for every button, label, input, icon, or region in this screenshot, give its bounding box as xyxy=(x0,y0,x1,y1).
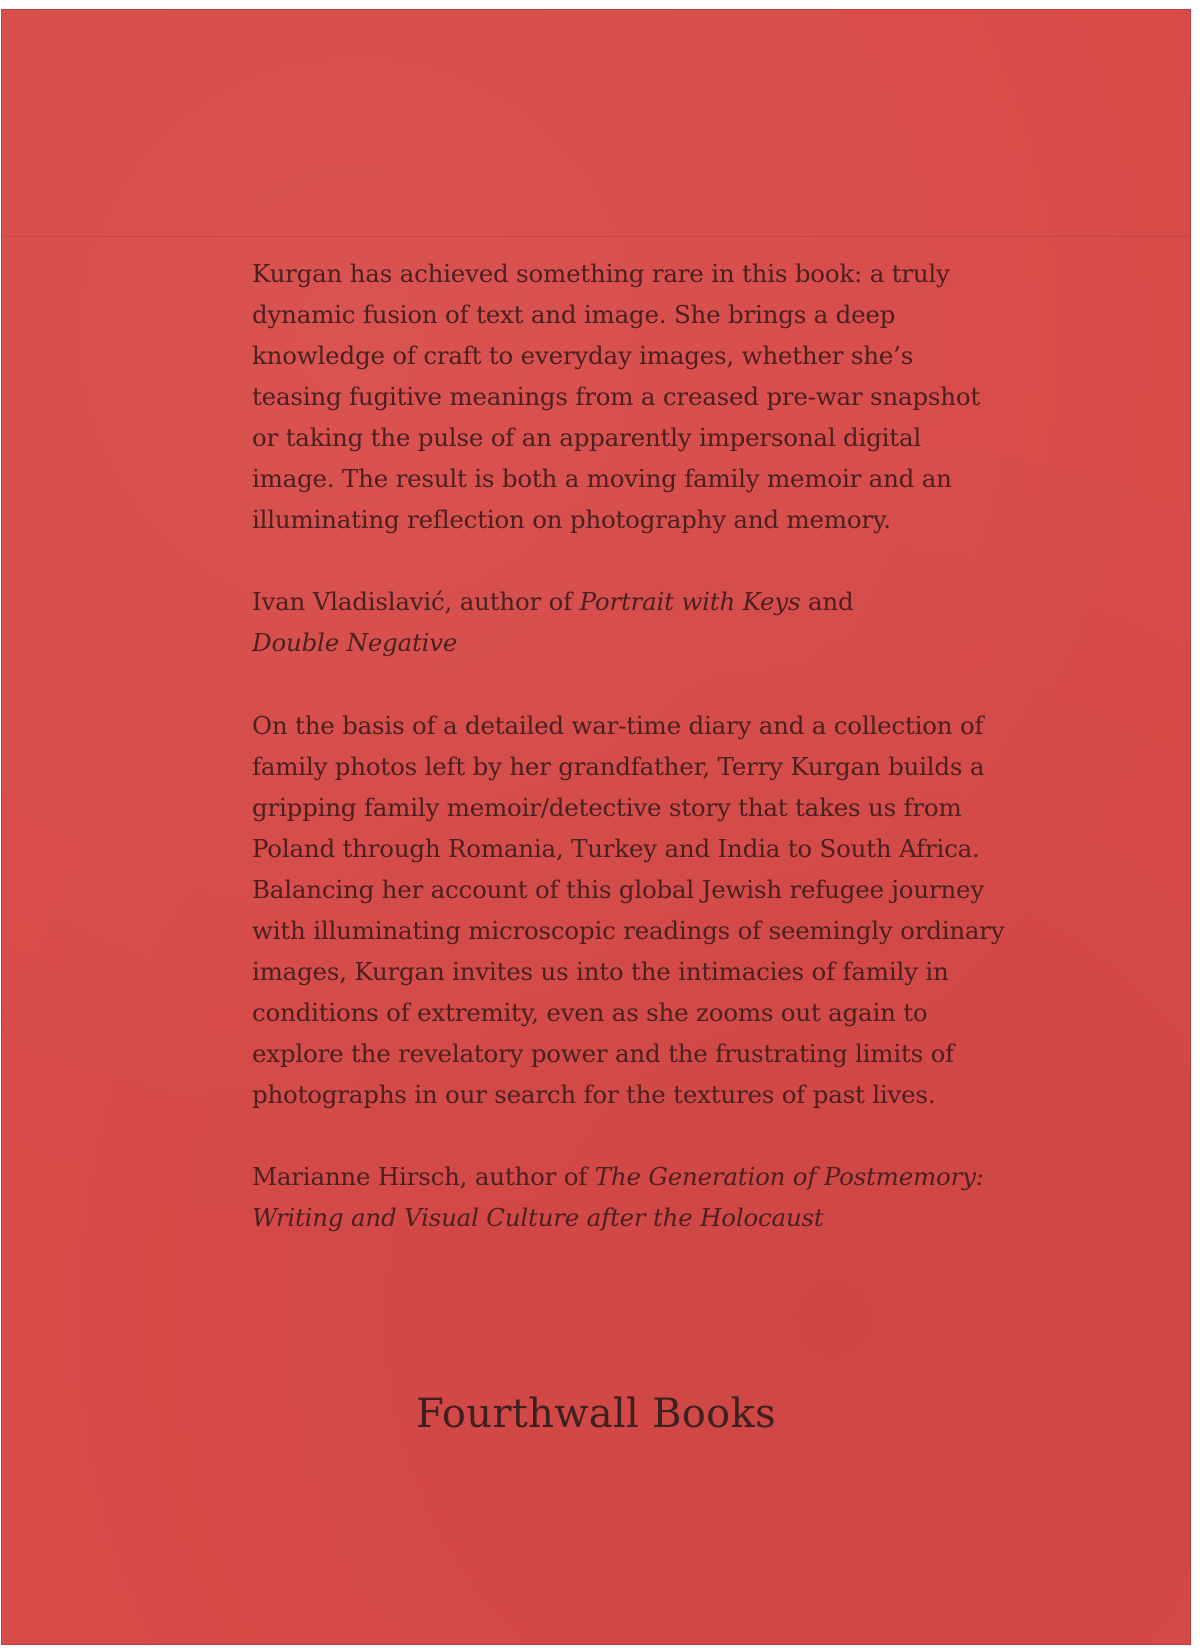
endorsement-quote-2 xyxy=(252,705,1005,1115)
quote-line: family photos left by her grandfather, Terry Kurgan builds a xyxy=(252,752,985,781)
author-name: Marianne Hirsch, author of xyxy=(252,1162,595,1191)
quote-line: Balancing her account of this global Jewish refugee journey xyxy=(252,875,984,904)
quote-line: conditions of extremity, even as she zooms out again to xyxy=(252,998,928,1027)
quote-line: Poland through Romania, Turkey and India to South Africa. xyxy=(252,834,980,863)
book-title: Double Negative xyxy=(252,628,458,657)
quote-line: photographs in our search for the textures of past lives. xyxy=(252,1080,936,1109)
quote-line: On the basis of a detailed war-time diary and a collection of xyxy=(252,711,984,740)
endorsement-quote-1 xyxy=(252,253,981,540)
quote-line: knowledge of craft to everyday images, whether she’s xyxy=(252,341,914,370)
attribution-conjunction: and xyxy=(800,587,854,616)
quote-line: image. The result is both a moving family memoir and an xyxy=(252,464,952,493)
quote-line: gripping family memoir/detective story that takes us from xyxy=(252,793,962,822)
book-title: Portrait with Keys xyxy=(579,587,801,616)
author-name: Ivan Vladislavić, author of xyxy=(252,587,580,616)
back-cover xyxy=(1,9,1191,1645)
attribution-line xyxy=(252,1156,984,1197)
quote-line: Kurgan has achieved something rare in this book: a truly xyxy=(252,259,950,288)
book-title: The Generation of Postmemory: xyxy=(594,1162,984,1191)
quote-line: teasing fugitive meanings from a creased pre-war snapshot xyxy=(252,382,981,411)
quote-line: with illuminating microscopic readings of seemingly ordinary xyxy=(252,916,1005,945)
quote-line: or taking the pulse of an apparently impersonal digital xyxy=(252,423,921,452)
quote-line: dynamic fusion of text and image. She brings a deep xyxy=(252,300,896,329)
publisher-name: Fourthwall Books xyxy=(416,1391,776,1437)
endorsement-attribution-2 xyxy=(252,1156,984,1238)
endorsement-attribution-1 xyxy=(252,581,942,663)
quote-line: explore the revelatory power and the frustrating limits of xyxy=(252,1039,954,1068)
fold-line xyxy=(1,236,1191,237)
quote-line: illuminating reflection on photography and memory. xyxy=(252,505,891,534)
quote-line: images, Kurgan invites us into the intimacies of family in xyxy=(252,957,949,986)
book-title: Writing and Visual Culture after the Holocaust xyxy=(252,1203,824,1232)
attribution-line xyxy=(252,581,942,622)
